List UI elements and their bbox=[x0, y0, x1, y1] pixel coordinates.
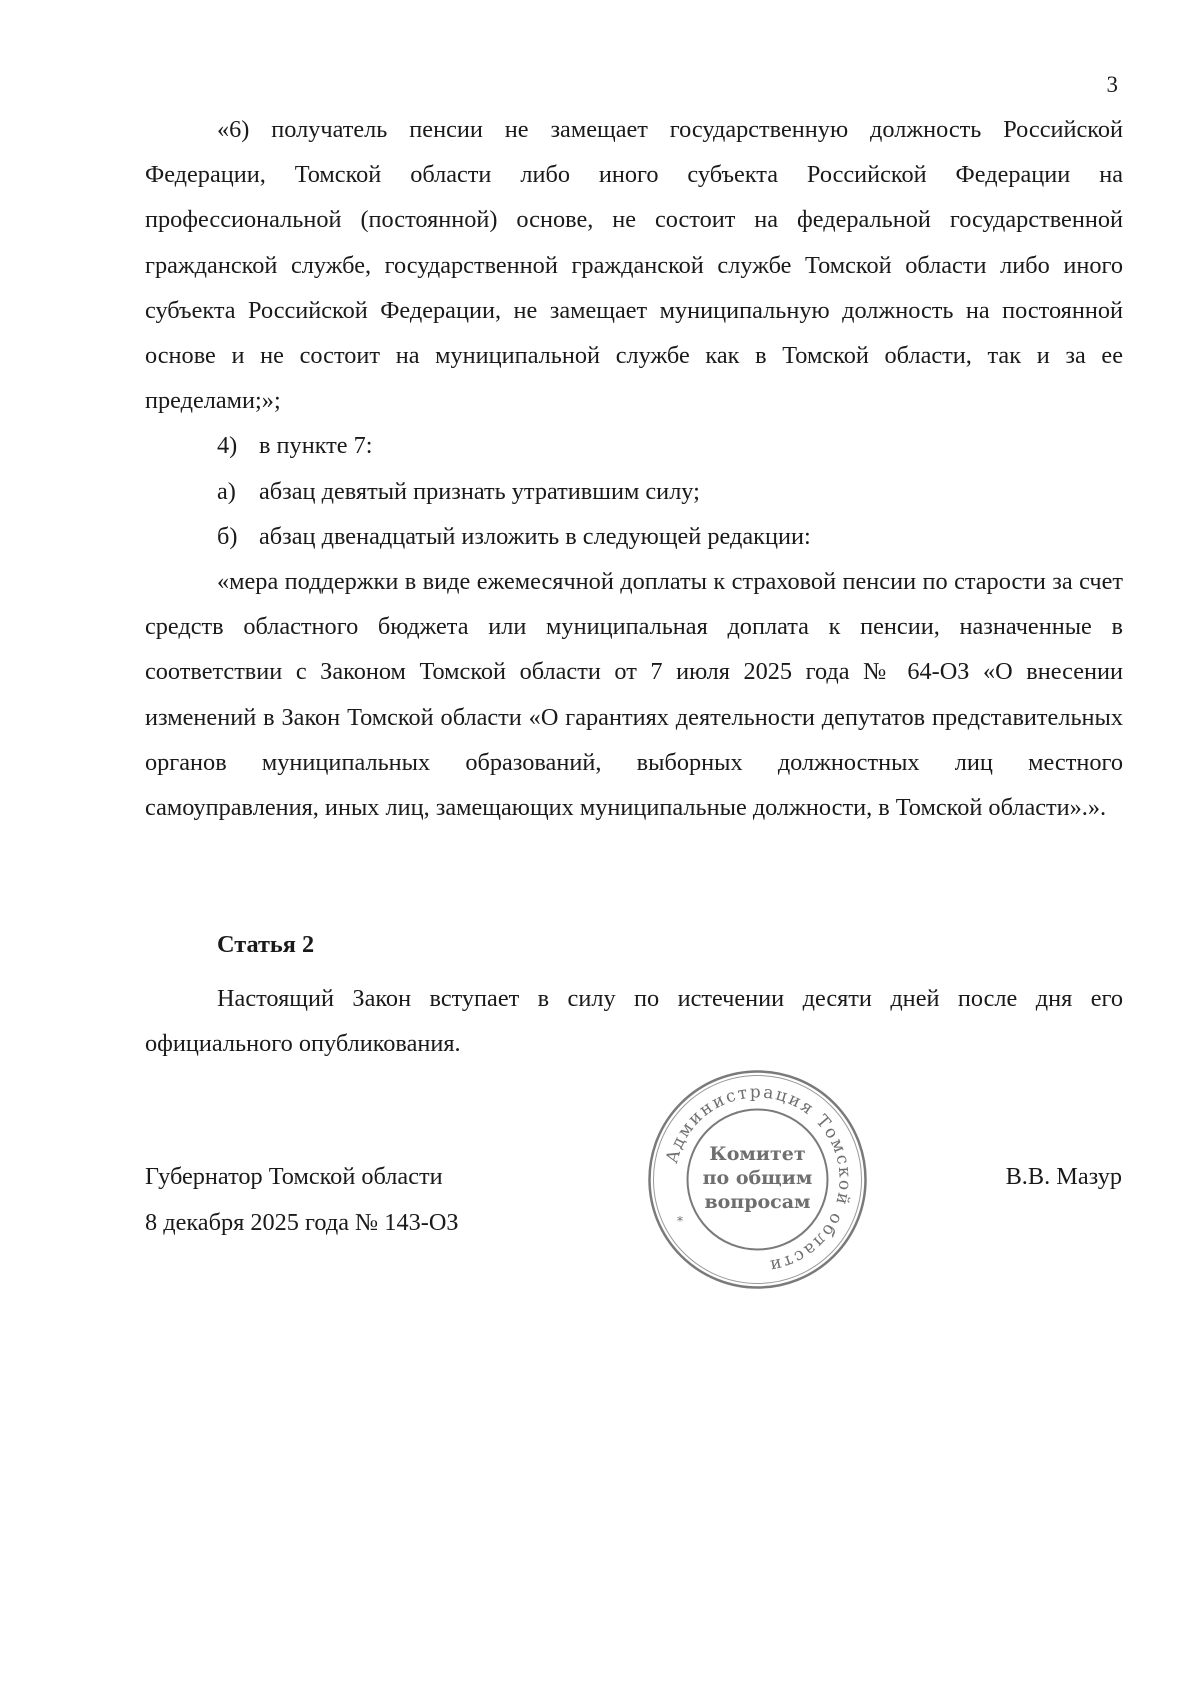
svg-text:Администрация Томской области: Администрация Томской области bbox=[662, 1082, 855, 1276]
article-text: Настоящий Закон вступает в силу по истечении десяти дней после дня его официального опубликования. bbox=[145, 985, 1123, 1058]
svg-text:по общим: по общим bbox=[702, 1167, 813, 1189]
item-text: абзац девятый признать утратившим силу; bbox=[259, 477, 700, 505]
document-body bbox=[145, 107, 1123, 830]
list-item bbox=[145, 469, 1123, 514]
official-stamp bbox=[645, 1067, 870, 1292]
item-text: абзац двенадцатый изложить в следующей редакции: bbox=[259, 522, 811, 550]
svg-text:*: * bbox=[677, 1214, 683, 1228]
item-text: в пункте 7: bbox=[259, 432, 373, 460]
paragraph-pension-condition: «6) получатель пенсии не замещает государственную должность Российской Федерации, Томской области либо иного субъекта Российской Федерации на профессиональной (постоянной) основе, не состоит на федеральной государственной гражданской службе, государственной гражданской службе Томской области либо иного субъекта Российской Федерации, не замещает муниципальную должность на постоянной основе и не состоит на муниципальной службе как в Томской области, так и за ее пределами;»; bbox=[145, 116, 1123, 415]
signing-date-number: 8 декабря 2025 года № 143-ОЗ bbox=[145, 1209, 459, 1236]
item-marker: а) bbox=[217, 477, 236, 505]
article-heading: Статья 2 bbox=[217, 931, 315, 958]
svg-text:Комитет: Комитет bbox=[709, 1143, 806, 1165]
svg-text:вопросам: вопросам bbox=[704, 1191, 811, 1213]
item-marker: 4) bbox=[217, 432, 238, 460]
list-item bbox=[145, 514, 1123, 559]
list-item bbox=[145, 423, 1123, 468]
stamp-seal-icon bbox=[645, 1067, 870, 1292]
paragraph-new-wording: «мера поддержки в виде ежемесячной доплаты к страховой пенсии по старости за счет средств областного бюджета или муниципальная доплата к пенсии, назначенные в соответствии с Законом Томской области от 7 июля 2025 года № 64-ОЗ «О внесении изменений в Закон Томской области «О гарантиях деятельности депутатов представительных органов муниципальных образований, выборных должностных лиц местного самоуправления, иных лиц, замещающих муниципальные должности, в Томской области».». bbox=[145, 568, 1123, 822]
signer-title: Губернатор Томской области bbox=[145, 1163, 443, 1190]
item-marker: б) bbox=[217, 522, 238, 550]
signer-name: В.В. Мазур bbox=[1005, 1163, 1122, 1190]
page-number: 3 bbox=[1106, 72, 1118, 97]
